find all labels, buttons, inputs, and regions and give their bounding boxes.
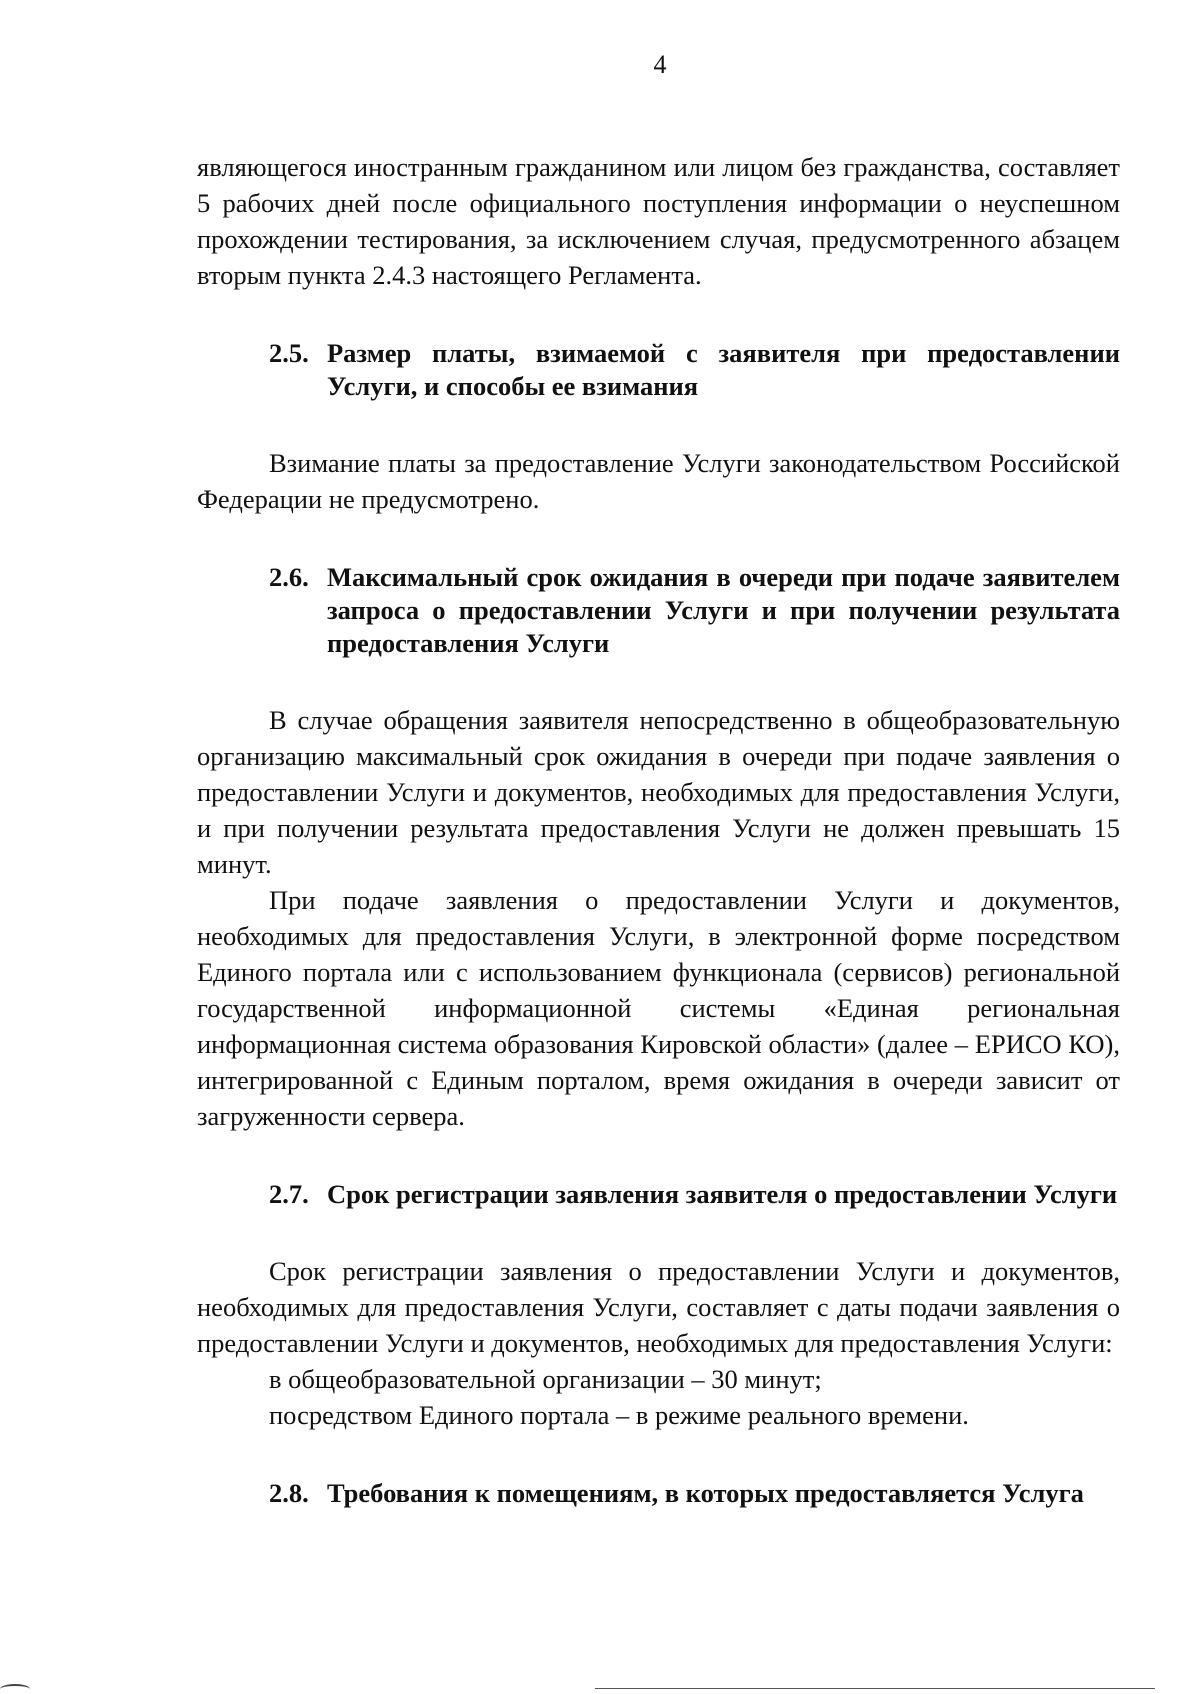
paragraph: Срок регистрации заявления о предоставлении Услуги и документов, необходимых для предоставления Услуги, составляет с даты подачи заявления о предоставлении Услуги и документов, необходимых для предоставления Услуги: <box>197 1256 1120 1358</box>
section-heading-2-7 <box>197 1178 1120 1211</box>
section-number: 2.8. <box>269 1478 309 1508</box>
paragraph: При подаче заявления о предоставлении Услуги и документов, необходимых для предоставления Услуги, в электронной форме посредством Единого портала или с использованием функционала (сервисов) региональной государственной информационной системы «Единая региональная информационная система образования Кировской области» (далее – ЕРИСО КО), интегрированной с Единым порталом, время ожидания в очереди зависит от загруженности сервера. <box>197 885 1120 1131</box>
continued-paragraph: являющегося иностранным гражданином или лицом без гражданства, составляет 5 рабочих дней после официального поступления информации о неуспешном прохождении тестирования, за исключением случая, предусмотренного абзацем вторым пункта 2.4.3 настоящего Регламента. <box>197 152 1120 290</box>
section-number: 2.6. <box>269 562 309 592</box>
document-body <box>197 149 1120 1510</box>
section-heading-2-6 <box>197 561 1120 660</box>
section-title: Срок регистрации заявления заявителя о предоставлении Услуги <box>327 1179 1118 1209</box>
section-number: 2.7. <box>269 1179 309 1209</box>
footer-rule <box>595 1688 1155 1689</box>
section-title: Размер платы, взимаемой с заявителя при предоставлении Услуги, и способы ее взимания <box>327 338 1120 401</box>
section-heading-2-5 <box>197 337 1120 403</box>
section-number: 2.5. <box>269 338 309 368</box>
paragraph: Взимание платы за предоставление Услуги законодательством Российской Федерации не предусмотрено. <box>197 448 1120 514</box>
section-title: Максимальный срок ожидания в очереди при подаче заявителем запроса о предоставлении Услуги и при получении результата предоставления Услуги <box>327 562 1120 658</box>
section-title: Требования к помещениям, в которых предоставляется Услуга <box>327 1478 1084 1508</box>
list-item: в общеобразовательной организации – 30 минут; <box>269 1364 822 1394</box>
list-item: посредством Единого портала – в режиме реального времени. <box>269 1400 969 1430</box>
paragraph: В случае обращения заявителя непосредственно в общеобразовательную организацию максимальный срок ожидания в очереди при подаче заявления о предоставлении Услуги и документов, необходимых для предоставления Услуги, и при получении результата предоставления Услуги не должен превышать 15 минут. <box>197 705 1120 879</box>
page-number: 4 <box>653 50 667 79</box>
section-heading-2-8 <box>197 1477 1120 1510</box>
scan-corner-mark <box>0 1684 30 1694</box>
